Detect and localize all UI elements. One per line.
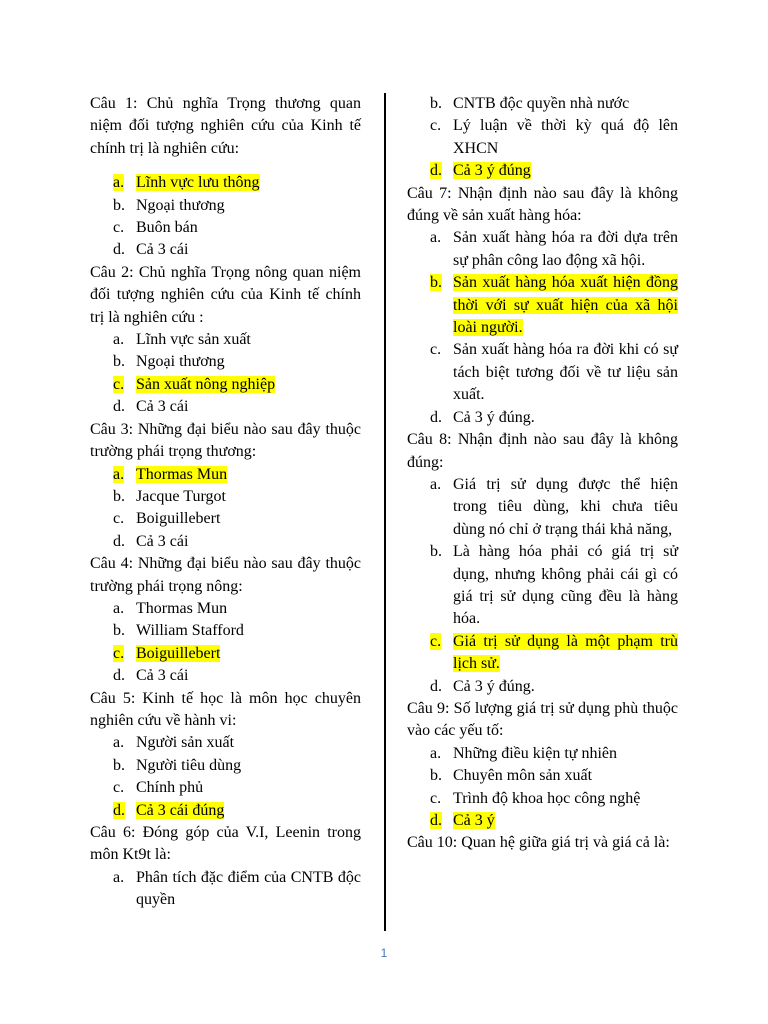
option-text [453, 339, 678, 406]
option-label: Cả 3 ý đúng [453, 162, 531, 180]
answer-option [407, 272, 678, 339]
answer-option [90, 195, 361, 217]
highlighted-answer-text [453, 631, 678, 676]
answer-options [90, 329, 361, 419]
option-text [136, 665, 361, 687]
option-text [136, 239, 361, 261]
option-marker: d. [113, 532, 125, 550]
option-marker: b. [113, 622, 125, 640]
option-text [453, 474, 678, 541]
answer-option [407, 631, 678, 676]
highlighted-answer-text [136, 374, 361, 396]
option-label: Sản xuất hàng hóa xuất hiện đồng thời với sự xuất hiện của xã hội loài người. [453, 274, 678, 337]
option-label: Người sản xuất [136, 734, 235, 752]
answer-options [90, 598, 361, 688]
option-text [136, 777, 361, 799]
option-marker-label: d. [113, 801, 125, 819]
option-marker: a. [113, 868, 125, 886]
answer-option [407, 339, 678, 406]
highlighted-answer-text [453, 160, 678, 182]
option-marker [430, 810, 453, 832]
option-marker-label: d. [430, 812, 442, 829]
option-marker-label: a. [113, 465, 125, 483]
option-marker [430, 272, 453, 339]
answer-option [407, 407, 678, 429]
highlighted-answer-text [453, 810, 678, 832]
answer-option [90, 486, 361, 508]
answer-option [90, 396, 361, 418]
question-text: Câu 5: Kinh tế học là môn học chuyên nghiên cứu về hành vi: [90, 689, 361, 729]
answer-options [90, 464, 361, 554]
option-label: Lĩnh vực lưu thông [136, 174, 260, 192]
option-label: Ngoại thương [136, 353, 225, 371]
option-text [136, 217, 361, 239]
option-text [136, 755, 361, 777]
answer-option [407, 788, 678, 810]
question-text: Câu 4: Những đại biểu nào sau đây thuộc trường phái trọng nông: [90, 555, 361, 595]
option-marker: b. [430, 767, 442, 785]
answer-option [407, 541, 678, 631]
answer-options [90, 732, 361, 822]
answer-option [90, 239, 361, 261]
answer-options [407, 743, 678, 833]
option-marker: a. [430, 475, 442, 493]
option-label: Sản xuất hàng hóa ra đời khi có sự tách biệt tương đối về tư liệu sản xuất. [453, 341, 678, 404]
column-divider [384, 93, 386, 931]
option-label: Phân tích đặc điểm của CNTB độc quyền [136, 868, 361, 909]
option-text [136, 508, 361, 530]
option-label: Cả 3 cái [136, 398, 189, 416]
option-marker [430, 160, 453, 182]
answer-option [90, 464, 361, 486]
option-label: Jacque Turgot [136, 487, 226, 505]
option-label: Cả 3 ý đúng. [453, 677, 535, 695]
option-text [136, 486, 361, 508]
option-text [136, 867, 361, 912]
answer-option [407, 765, 678, 787]
option-label: Sản xuất nông nghiệp [136, 375, 276, 393]
answer-option [90, 867, 361, 912]
option-marker: d. [113, 241, 125, 259]
question-text: Câu 9: Số lượng giá trị sử dụng phù thuộc vào các yếu tố: [407, 699, 678, 740]
option-marker: b. [113, 196, 125, 214]
option-text [136, 195, 361, 217]
option-label: Boiguillebert [136, 644, 221, 662]
option-marker: a. [430, 229, 442, 247]
option-label: Buôn bán [136, 219, 198, 237]
question-text: Câu 3: Những đại biểu nào sau đây thuộc trường phái trọng thương: [90, 420, 361, 461]
answer-option [90, 374, 361, 396]
answer-options [407, 93, 678, 183]
option-label: Trình độ khoa học công nghệ [453, 789, 641, 807]
answer-option [407, 743, 678, 765]
option-marker: b. [113, 756, 125, 774]
left-column [90, 93, 361, 912]
answer-option [90, 777, 361, 799]
answer-option [90, 620, 361, 642]
option-marker: b. [430, 543, 442, 561]
answer-option [90, 217, 361, 239]
answer-options [407, 474, 678, 698]
answer-option [407, 93, 678, 115]
question-text: Câu 8: Nhận định nào sau đây là không đúng: [407, 431, 678, 471]
option-marker: a. [430, 744, 442, 762]
option-label: Cả 3 cái [136, 241, 189, 259]
question-text: Câu 2: Chủ nghĩa Trọng nông quan niệm đối tượng nghiên cứu của Kinh tế chính trị là nghiên cứu : [90, 263, 361, 326]
option-marker [113, 800, 136, 822]
option-marker-label: d. [430, 162, 442, 180]
option-label: Lý luận về thời kỳ quá độ lên XHCN [453, 117, 678, 157]
option-label: Cả 3 cái đúng [136, 801, 225, 819]
option-marker-label: c. [430, 632, 442, 650]
answer-option [407, 676, 678, 698]
option-marker: d. [430, 408, 442, 426]
option-marker [113, 374, 136, 396]
question-text: Câu 6: Đóng góp của V.I, Leenin trong môn Kt9t là: [90, 824, 361, 864]
option-marker: b. [430, 95, 442, 112]
highlighted-answer-text [453, 272, 678, 339]
highlighted-answer-text [136, 464, 361, 486]
option-text [136, 620, 361, 642]
question-text: Câu 1: Chủ nghĩa Trọng thương quan niệm đối tượng nghiên cứu của Kinh tế chính trị là nghiên cứu: [90, 95, 361, 157]
option-marker: a. [113, 599, 125, 617]
option-text [453, 788, 678, 810]
option-label: Cả 3 ý đúng. [453, 408, 535, 426]
answer-option [407, 160, 678, 182]
answer-option [407, 115, 678, 160]
answer-option [90, 531, 361, 553]
answer-option [407, 810, 678, 832]
option-marker: c. [113, 779, 125, 797]
option-text [453, 93, 678, 115]
option-label: Ngoại thương [136, 196, 225, 214]
option-marker [113, 643, 136, 665]
option-marker [430, 631, 453, 676]
option-marker: c. [113, 510, 125, 528]
answer-option [407, 227, 678, 272]
option-marker: c. [113, 219, 125, 237]
highlighted-answer-text [136, 643, 361, 665]
option-label: William Stafford [136, 622, 244, 640]
answer-options [407, 227, 678, 429]
answer-option [90, 800, 361, 822]
highlighted-answer-text [136, 800, 361, 822]
option-marker: b. [113, 487, 125, 505]
question-text: Câu 7: Nhận định nào sau đây là không đúng về sản xuất hàng hóa: [407, 184, 678, 225]
answer-option [90, 329, 361, 351]
option-marker: c. [430, 117, 442, 135]
option-label: Người tiêu dùng [136, 756, 242, 774]
option-label: Cả 3 cái [136, 667, 189, 685]
answer-option [407, 474, 678, 541]
option-text [136, 598, 361, 620]
option-label: Cả 3 cái [136, 532, 189, 550]
answer-option [90, 598, 361, 620]
option-text [136, 396, 361, 418]
option-marker: d. [113, 398, 125, 416]
answer-option [90, 351, 361, 373]
option-marker [113, 464, 136, 486]
option-text [453, 743, 678, 765]
option-text [453, 227, 678, 272]
option-marker-label: b. [430, 274, 442, 292]
option-label: Thormas Mun [136, 599, 228, 617]
option-label: Cả 3 ý [453, 812, 495, 829]
answer-options [90, 172, 361, 262]
option-label: Giá trị sử dụng là một phạm trù lịch sử. [453, 632, 678, 673]
option-marker: d. [430, 677, 442, 695]
option-text [136, 329, 361, 351]
question-text: Câu 10: Quan hệ giữa giá trị và giá cả là: [407, 834, 670, 852]
option-label: Những điều kiện tự nhiên [453, 744, 617, 762]
option-text [453, 407, 678, 429]
option-text [136, 531, 361, 553]
option-label: Giá trị sử dụng được thể hiện trong tiêu dùng, khi chưa tiêu dùng nó chỉ ở trạng thái khả năng, [453, 475, 678, 538]
option-text [453, 541, 678, 631]
option-text [453, 676, 678, 698]
option-text [453, 765, 678, 787]
option-marker-label: c. [113, 644, 125, 662]
option-text [136, 732, 361, 754]
option-marker: c. [430, 341, 442, 359]
answer-option [90, 172, 361, 194]
answer-option [90, 643, 361, 665]
right-column [407, 93, 678, 855]
answer-option [90, 665, 361, 687]
option-marker: b. [113, 353, 125, 371]
option-marker [113, 172, 136, 194]
answer-option [90, 732, 361, 754]
option-marker: d. [113, 667, 125, 685]
page-number: 1 [380, 946, 388, 960]
answer-option [90, 755, 361, 777]
option-marker-label: c. [113, 375, 125, 393]
option-label: Là hàng hóa phải có giá trị sử dụng, nhưng không phải cái gì có giá trị sử dụng cũng đều là hàng hóa. [453, 543, 678, 628]
option-label: Lĩnh vực sản xuất [136, 331, 251, 349]
option-label: Chuyên môn sản xuất [453, 767, 593, 785]
option-text [136, 351, 361, 373]
option-marker-label: a. [113, 174, 125, 192]
option-label: Thormas Mun [136, 465, 228, 483]
option-marker: a. [113, 331, 125, 349]
option-label: Sản xuất hàng hóa ra đời dựa trên sự phân công lao động xã hội. [453, 229, 678, 269]
option-label: Boiguillebert [136, 510, 221, 528]
option-label: Chính phủ [136, 779, 204, 797]
option-marker: a. [113, 734, 125, 752]
answer-option [90, 508, 361, 530]
highlighted-answer-text [136, 172, 361, 194]
option-marker: c. [430, 789, 442, 807]
option-label: CNTB độc quyền nhà nước [453, 95, 630, 112]
option-text [453, 115, 678, 160]
answer-options [90, 867, 361, 912]
